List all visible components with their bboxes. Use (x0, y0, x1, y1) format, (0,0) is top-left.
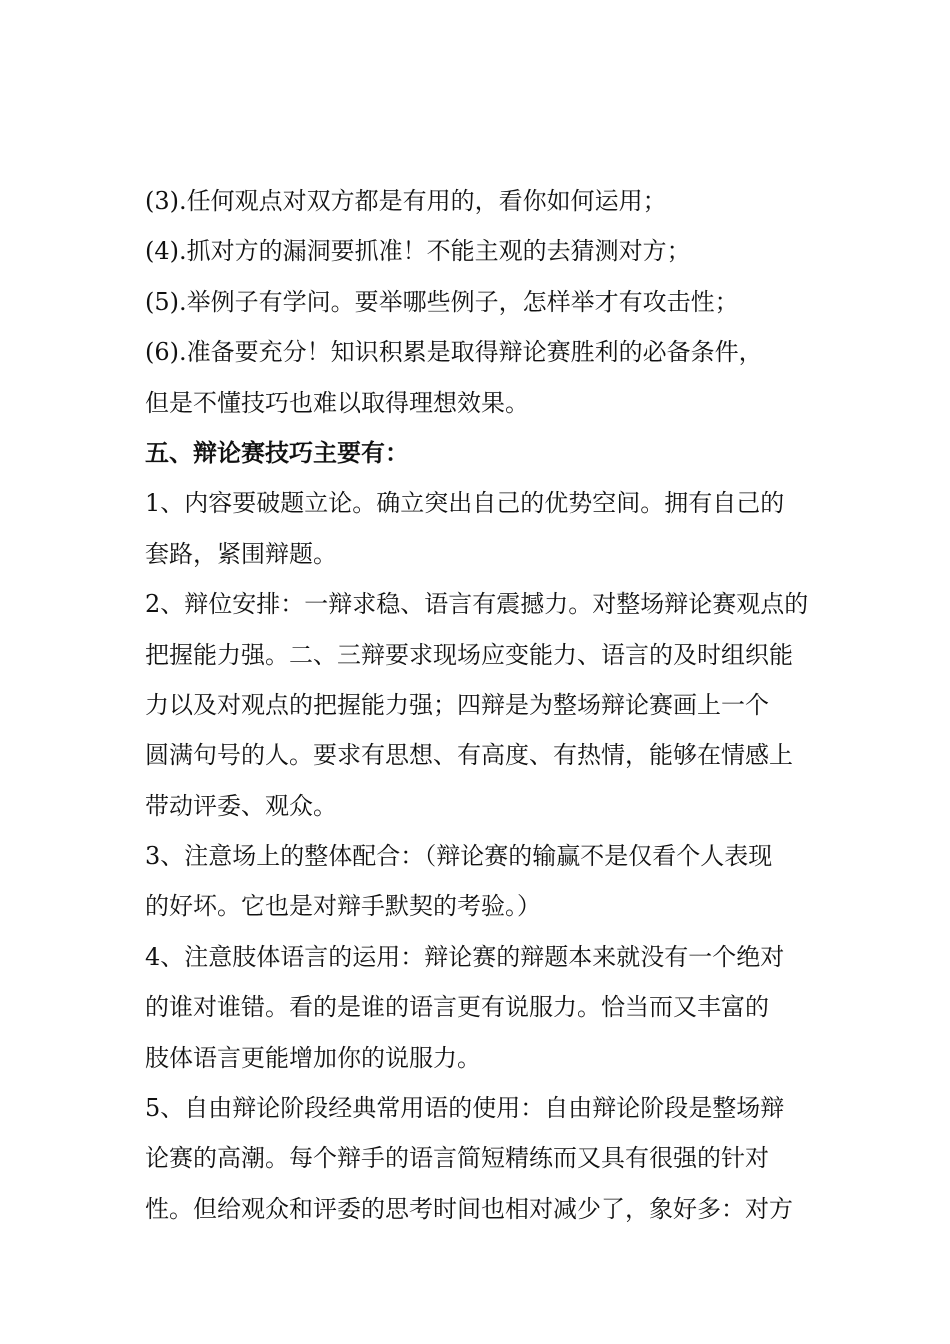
paragraph-line: 论赛的高潮。每个辩手的语言简短精练而又具有很强的针对 (145, 1144, 769, 1173)
section-heading: 五、辩论赛技巧主要有： (145, 438, 409, 467)
paragraph-line: 把握能力强。二、三辩要求现场应变能力、语言的及时组织能 (145, 640, 793, 669)
paragraph-line: 带动评委、观众。 (145, 791, 337, 820)
list-item-4: (4).抓对方的漏洞要抓准！不能主观的去猜测对方； (145, 237, 691, 266)
paragraph-line: 2、辩位安排：一辩求稳、语言有震撼力。对整场辩论赛观点的 (145, 590, 809, 619)
paragraph-line: 圆满句号的人。要求有思想、有高度、有热情，能够在情感上 (145, 741, 793, 770)
list-item-6: (6).准备要充分！知识积累是取得辩论赛胜利的必备条件， (145, 338, 763, 367)
paragraph-line: 的好坏。它也是对辩手默契的考验。） (145, 892, 541, 921)
list-item-6-continuation: 但是不懂技巧也难以取得理想效果。 (145, 388, 529, 417)
list-item-5: (5).举例子有学问。要举哪些例子，怎样举才有攻击性； (145, 287, 739, 316)
paragraph-line: 性。但给观众和评委的思考时间也相对减少了，象好多：对方 (145, 1194, 793, 1223)
paragraph-line: 1、内容要破题立论。确立突出自己的优势空间。拥有自己的 (145, 489, 785, 518)
paragraph-line: 的谁对谁错。看的是谁的语言更有说服力。恰当而又丰富的 (145, 993, 769, 1022)
paragraph-line: 力以及对观点的把握能力强；四辩是为整场辩论赛画上一个 (145, 690, 769, 719)
list-item-3: (3).任何观点对双方都是有用的，看你如何运用； (145, 187, 667, 215)
paragraph-line: 套路，紧围辩题。 (145, 539, 337, 568)
paragraph-line: 4、注意肢体语言的运用：辩论赛的辩题本来就没有一个绝对 (145, 942, 785, 971)
paragraph-line: 5、自由辩论阶段经典常用语的使用：自由辩论阶段是整场辩 (145, 1094, 785, 1123)
document-body (145, 176, 810, 1234)
paragraph-line: 肢体语言更能增加你的说服力。 (145, 1043, 481, 1072)
paragraph-line: 3、注意场上的整体配合：（辩论赛的输赢不是仅看个人表现 (145, 842, 773, 871)
